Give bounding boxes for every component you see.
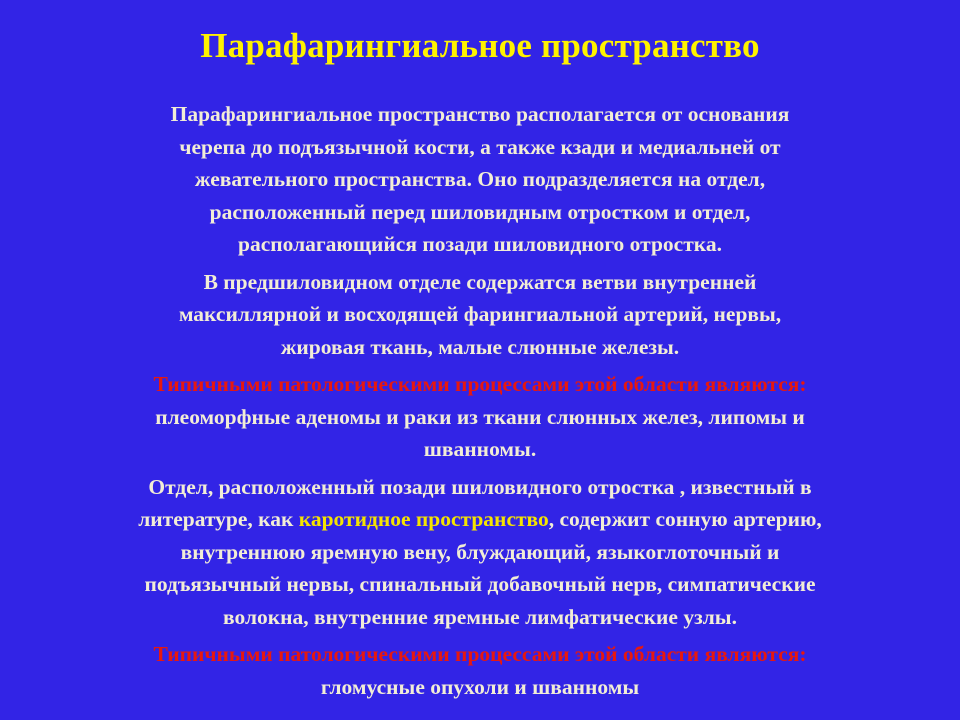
text-line: гломусные опухоли и шванномы [320, 674, 640, 699]
text-line: жевательного пространства. Оно подразделяется на отдел, [194, 167, 766, 191]
text-line: шванномы. [423, 437, 537, 461]
paragraph-carotid-pathology [40, 638, 920, 703]
paragraph-prestyloid [40, 266, 920, 364]
pathology-heading: Типичными патологическими процессами этой области являются: [153, 642, 807, 666]
text-segment: литературе, как [138, 507, 299, 531]
text-line [40, 503, 920, 536]
paragraph-prestyloid-pathology [40, 368, 920, 466]
slide-title: Парафарингиальное пространство [200, 26, 760, 65]
text-line: расположенный перед шиловидным отростком и отдел, [209, 199, 751, 224]
text-line: подъязычный нервы, спинальный добавочный нерв, симпатические [144, 572, 816, 596]
text-line: черепа до подъязычной кости, а также кзади и медиальней от [179, 134, 781, 159]
text-line: максиллярной и восходящей фарингиальной артерий, нервы, [178, 302, 782, 326]
pathology-heading: Типичными патологическими процессами этой области являются: [153, 372, 807, 396]
paragraph-carotid-space [40, 471, 920, 634]
text-line: Парафарингиальное пространство располагается от основания [170, 102, 790, 126]
slide-body [40, 98, 920, 708]
text-line: плеоморфные аденомы и раки из ткани слюнных желез, липомы и [155, 404, 805, 429]
text-line: располагающийся позади шиловидного отростка. [238, 232, 722, 256]
text-line: В предшиловидном отделе содержатся ветви внутренней [203, 269, 757, 294]
paragraph-parapharyngeal-space [40, 98, 920, 261]
text-line: волокна, внутренние яремные лимфатические узлы. [223, 604, 737, 629]
text-line: внутреннюю яремную вену, блуждающий, языкоглоточный и [180, 539, 780, 564]
carotid-space-highlight: каротидное пространство [298, 507, 549, 531]
text-line: Отдел, расположенный позади шиловидного отростка , известный в [148, 474, 812, 499]
text-line: жировая ткань, малые слюнные железы. [280, 334, 680, 359]
text-segment: , содержит сонную артерию, [548, 507, 822, 531]
